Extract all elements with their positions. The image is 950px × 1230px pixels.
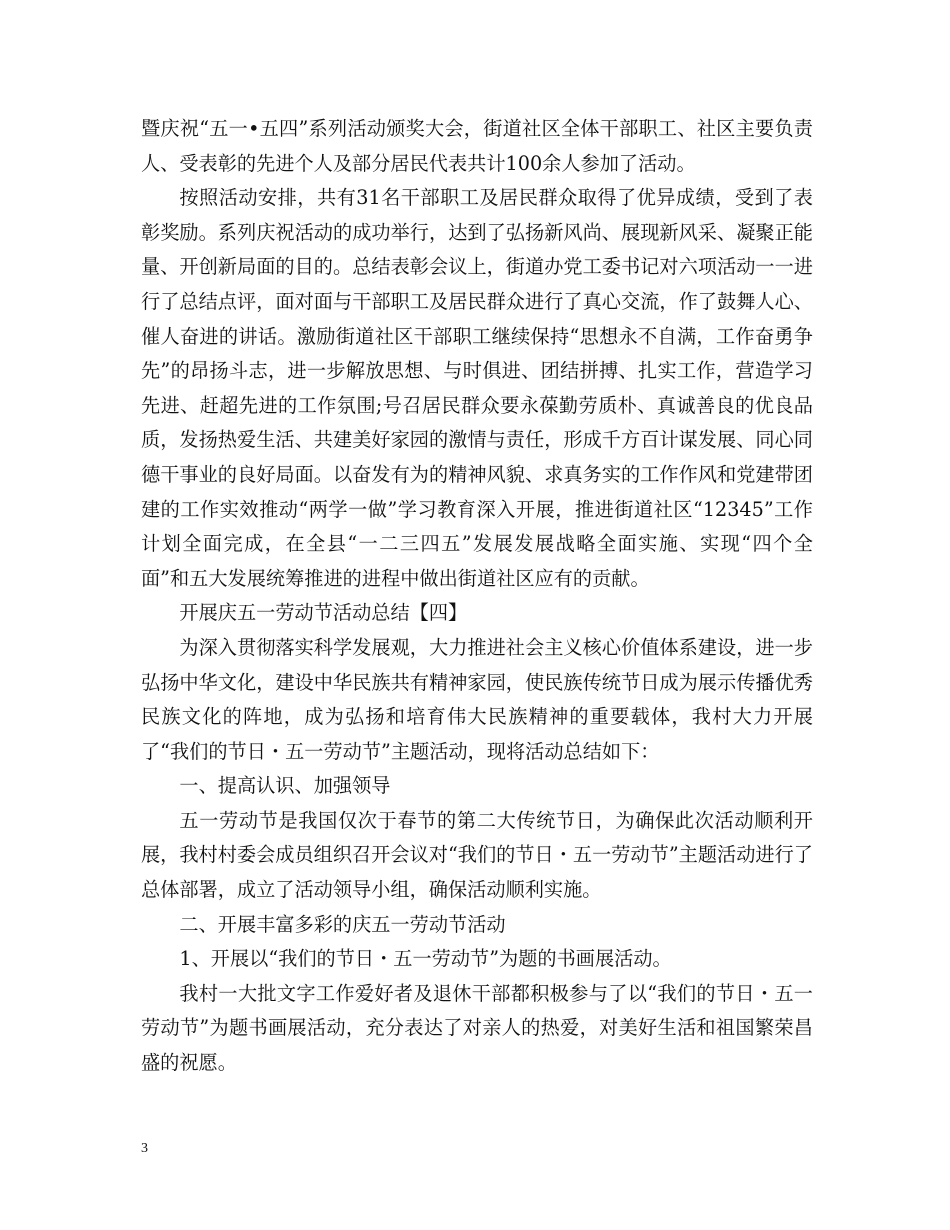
paragraph-awards-summary: 按照活动安排，共有31名干部职工及居民群众取得了优异成绩，受到了表彰奖励。系列庆祝活动的成功举行，达到了弘扬新风尚、展现新风采、凝聚正能量、开创新局面的目的。总结表彰会议上，街道办党工委书记对六项活动一一进行了总结点评，面对面与干部职工及居民群众进行了真心交流，作了鼓舞人心、催人奋进的讲话。激励街道社区干部职工继续保持“思想永不自满，工作奋勇争先”的昂扬斗志，进一步解放思想、与时俱进、团结拼搏、扎实工作，营造学习先进、赶超先进的工作氛围;号召居民群众要永葆勤劳质朴、真诚善良的优良品质，发扬热爱生活、共建美好家园的激情与责任，形成千方百计谋发展、同心同德干事业的良好局面。以奋发有为的精神风貌、求真务实的工作作风和党建带团建的工作实效推动“两学一做”学习教育深入开展，推进街道社区“12345”工作计划全面完成，在全县“一二三四五”发展发展战略全面实施、实现“四个全面”和五大发展统筹推进的进程中做出街道社区应有的贡献。 xyxy=(141,186,813,590)
paragraph-introduction: 为深入贯彻落实科学发展观，大力推进社会主义核心价值体系建设，进一步弘扬中华文化，建设中华民族共有精神家园，使民族传统节日成为展示传播优秀民族文化的阵地，成为弘扬和培育伟大民族精神的重要载体，我村大力开展了“我们的节日・五一劳动节”主题活动，现将活动总结如下： xyxy=(141,635,813,763)
paragraph-continuation: 暨庆祝“五一•五四”系列活动颁奖大会，街道社区全体干部职工、社区主要负责人、受表彰的先进个人及部分居民代表共计100余人参加了活动。 xyxy=(141,117,813,175)
list-item-calligraphy-exhibition: 1、开展以“我们的节日・五一劳动节”为题的书画展活动。 xyxy=(179,947,672,971)
document-body xyxy=(141,112,813,1081)
subheading-awareness-leadership: 一、提高认识、加强领导 xyxy=(179,774,391,798)
subheading-activities: 二、开展丰富多彩的庆五一劳动节活动 xyxy=(179,912,506,936)
page-number: 3 xyxy=(141,1141,148,1156)
paragraph-calligraphy-participation: 我村一大批文字工作爱好者及退休干部都积极参与了以“我们的节日・五一劳动节”为题书画展活动，充分表达了对亲人的热爱，对美好生活和祖国繁荣昌盛的祝愿。 xyxy=(141,981,813,1075)
paragraph-leadership: 五一劳动节是我国仅次于春节的第二大传统节日，为确保此次活动顺利开展，我村村委会成员组织召开会议对“我们的节日・五一劳动节”主题活动进行了总体部署，成立了活动领导小组，确保活动顺利实施。 xyxy=(141,808,813,902)
section-heading-summary-four: 开展庆五一劳动节活动总结【四】 xyxy=(179,601,468,625)
